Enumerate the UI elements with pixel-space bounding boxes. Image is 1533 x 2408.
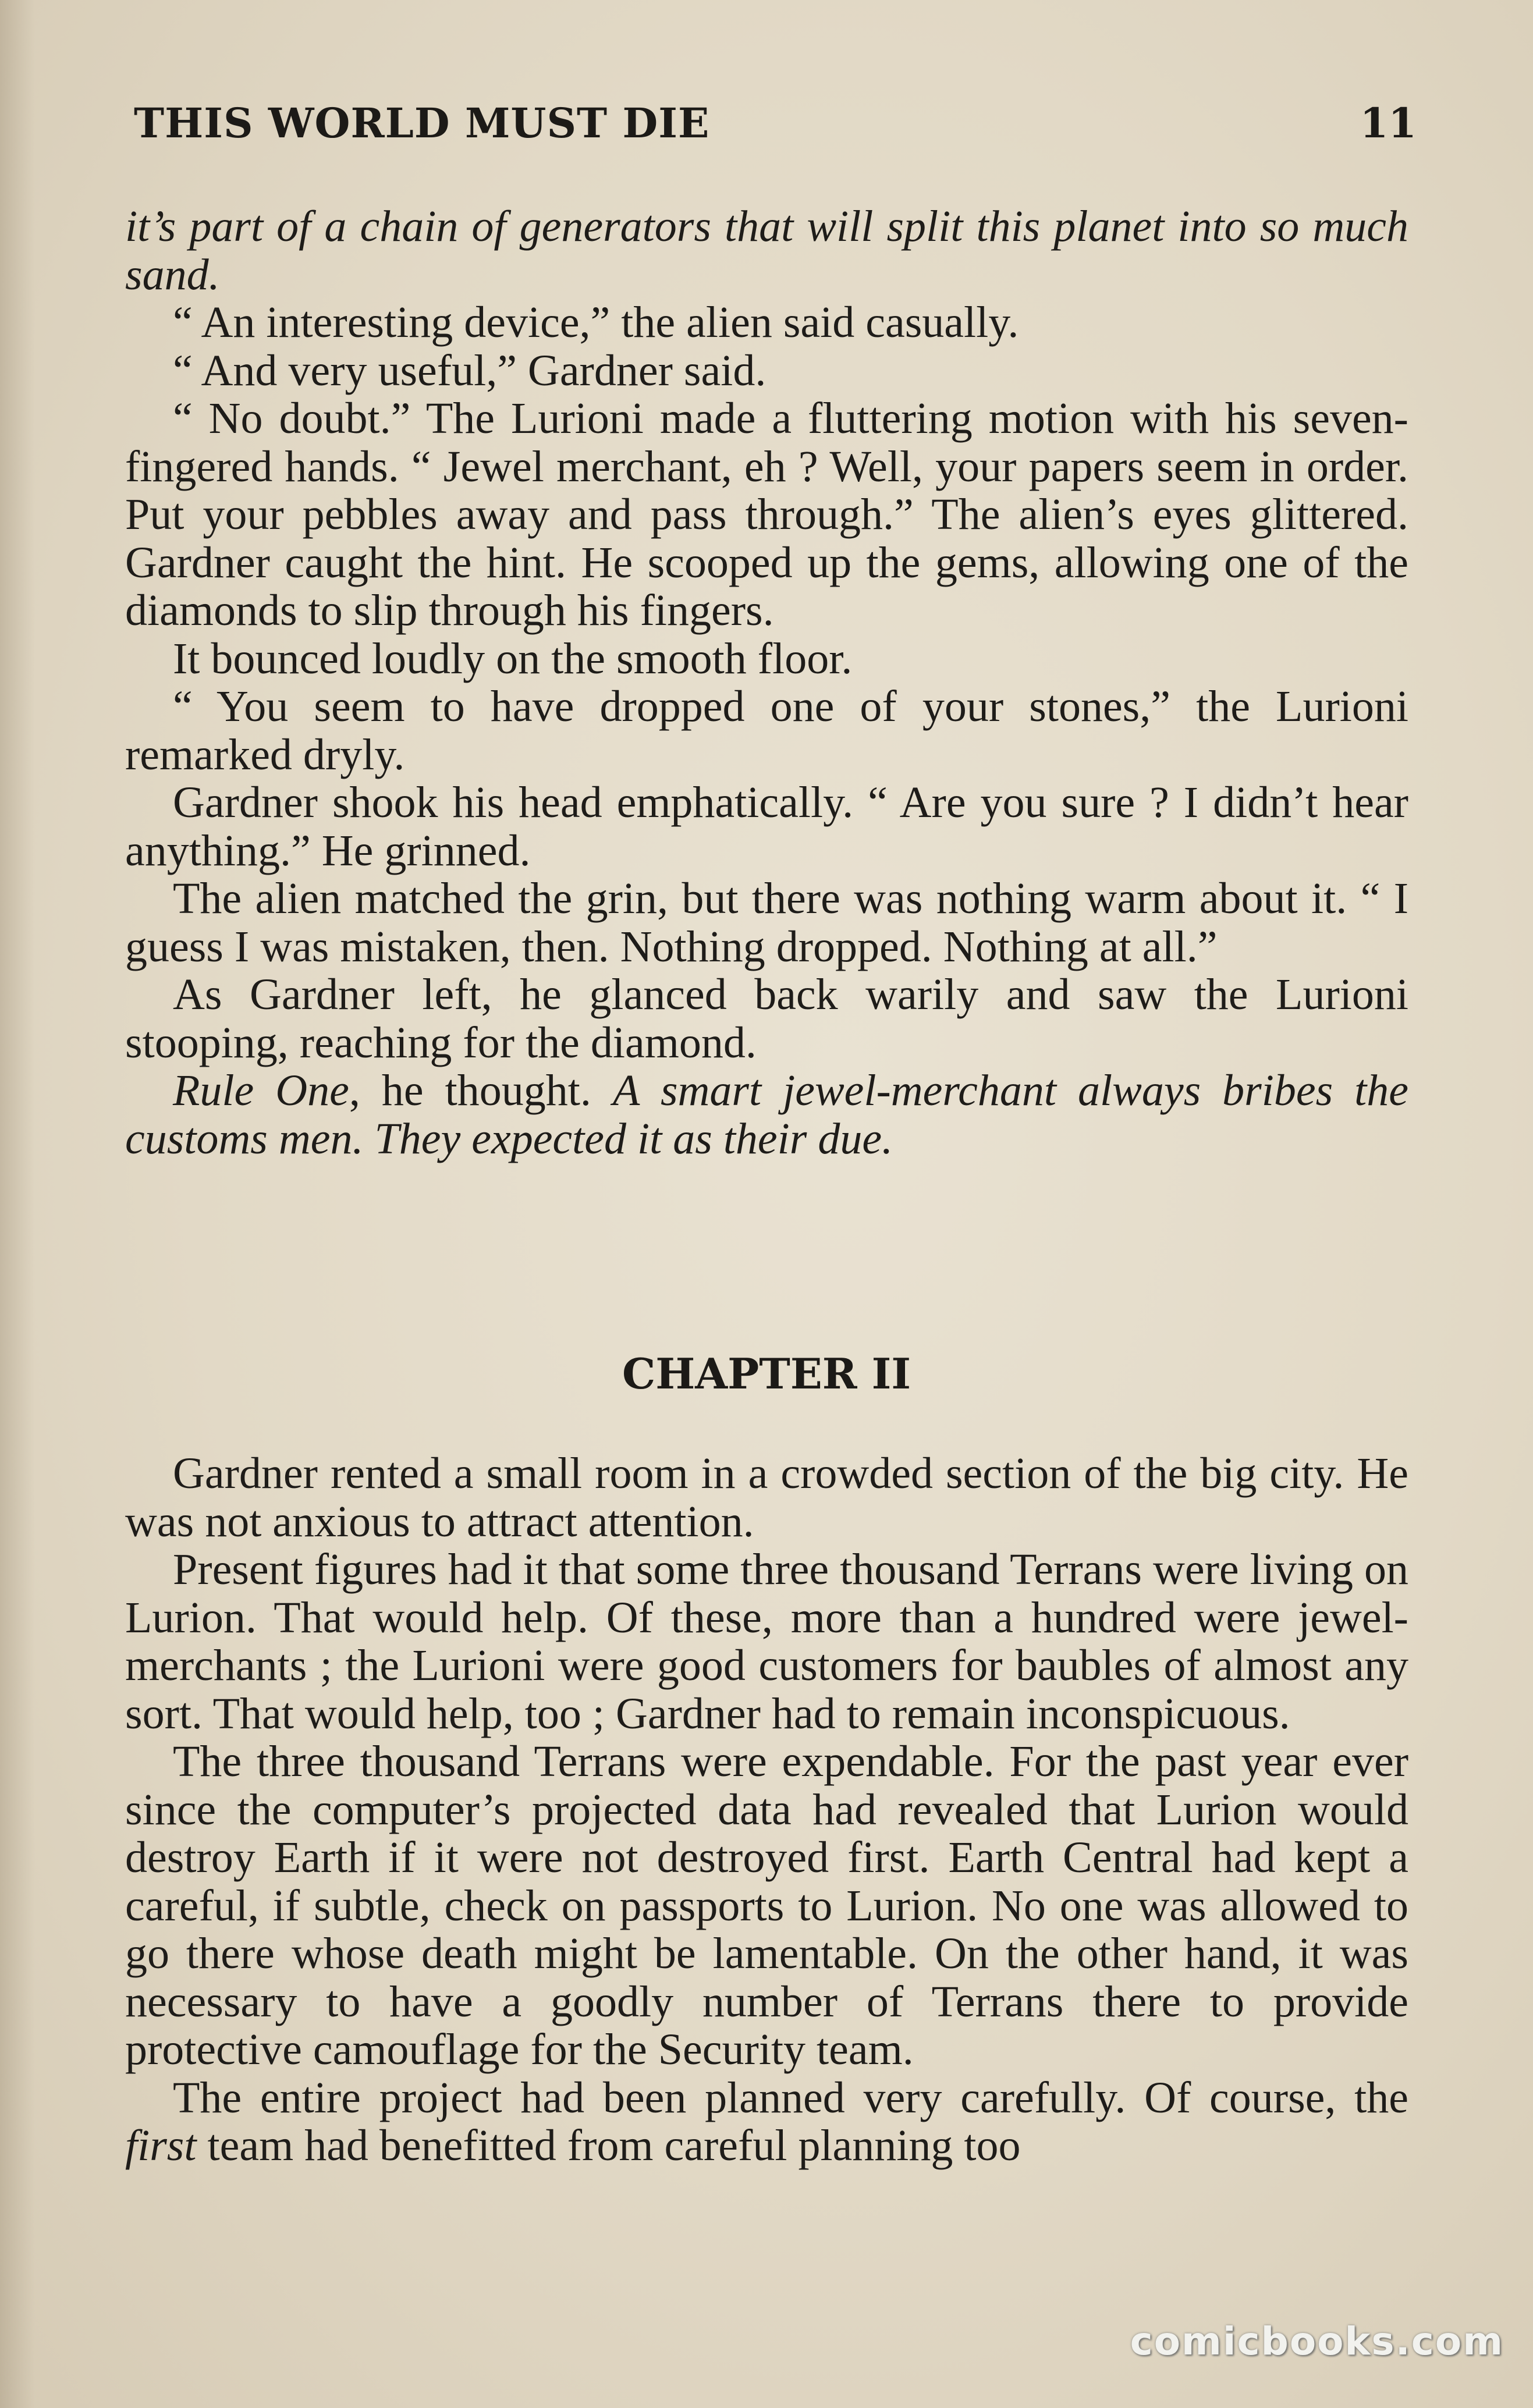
- paragraph: [125, 2074, 1408, 2170]
- roman-text: The entire project had been planned very carefully. Of course, the: [173, 2073, 1408, 2122]
- page-header: [134, 99, 1417, 163]
- paragraph: It bounced loudly on the smooth floor.: [173, 634, 853, 683]
- body-text-section-1: [125, 203, 1408, 1163]
- page-number: 11: [1360, 99, 1417, 147]
- body-text-section-2: [125, 1450, 1408, 2170]
- italic-text: it’s part of a chain of generators that will split this planet into so much sand.: [125, 202, 1408, 299]
- chapter-heading: CHAPTER II: [622, 1349, 911, 1398]
- paragraph: [125, 1067, 1408, 1163]
- roman-text: team had benefitted from careful planning too: [196, 2121, 1021, 2170]
- paragraph: Gardner rented a small room in a crowded section of the big city. He was not anxious to attract attention.: [125, 1449, 1408, 1546]
- paragraph: As Gardner left, he glanced back warily and saw the Lurioni stooping, reaching for the diamond.: [125, 970, 1408, 1067]
- paragraph: “ You seem to have dropped one of your stones,” the Lurioni remarked dryly.: [125, 682, 1408, 779]
- paragraph: “ And very useful,” Gardner said.: [173, 346, 766, 395]
- paragraph: Present figures had it that some three thousand Terrans were living on Lurion. That would help. Of these, more than a hundred were jewel-merchants ; the Lurioni were good customers for baubles of almost any sort. That would help, too ; Gardner had to remain inconspicuous.: [125, 1545, 1408, 1738]
- watermark: comicbooks.com: [1130, 2319, 1504, 2364]
- italic-text: Rule One: [173, 1066, 349, 1115]
- paragraph: Gardner shook his head emphatically. “ Are you sure ? I didn’t hear anything.” He grinned.: [125, 778, 1408, 875]
- roman-text: , he thought.: [349, 1066, 613, 1115]
- paragraph: “ No doubt.” The Lurioni made a fluttering motion with his seven-fingered hands. “ Jewel merchant, eh ? Well, your papers seem in order. Put your pebbles away and pass through.” The alien’s eyes glittered. Gardner caught the hint. He scooped up the gems, allowing one of the diamonds to slip through his fingers.: [125, 394, 1408, 635]
- italic-text: A smart jewel-merchant always bribes the customs men. They expected it as their due.: [125, 1066, 1408, 1163]
- running-title: THIS WORLD MUST DIE: [134, 99, 710, 147]
- italic-text: first: [125, 2121, 197, 2170]
- paragraph: [125, 203, 1408, 299]
- paragraph: “ An interesting device,” the alien said casually.: [173, 298, 1019, 347]
- paragraph: The three thousand Terrans were expendable. For the past year ever since the computer’s projected data had revealed that Lurion would destroy Earth if it were not destroyed first. Earth Central had kept a careful, if subtle, check on passports to Lurion. No one was allowed to go there whose death might be lamentable. On the other hand, it was necessary to have a goodly number of Terrans there to provide protective camouflage for the Security team.: [125, 1737, 1408, 2074]
- paragraph: The alien matched the grin, but there was nothing warm about it. “ I guess I was mistaken, then. Nothing dropped. Nothing at all.”: [125, 874, 1408, 971]
